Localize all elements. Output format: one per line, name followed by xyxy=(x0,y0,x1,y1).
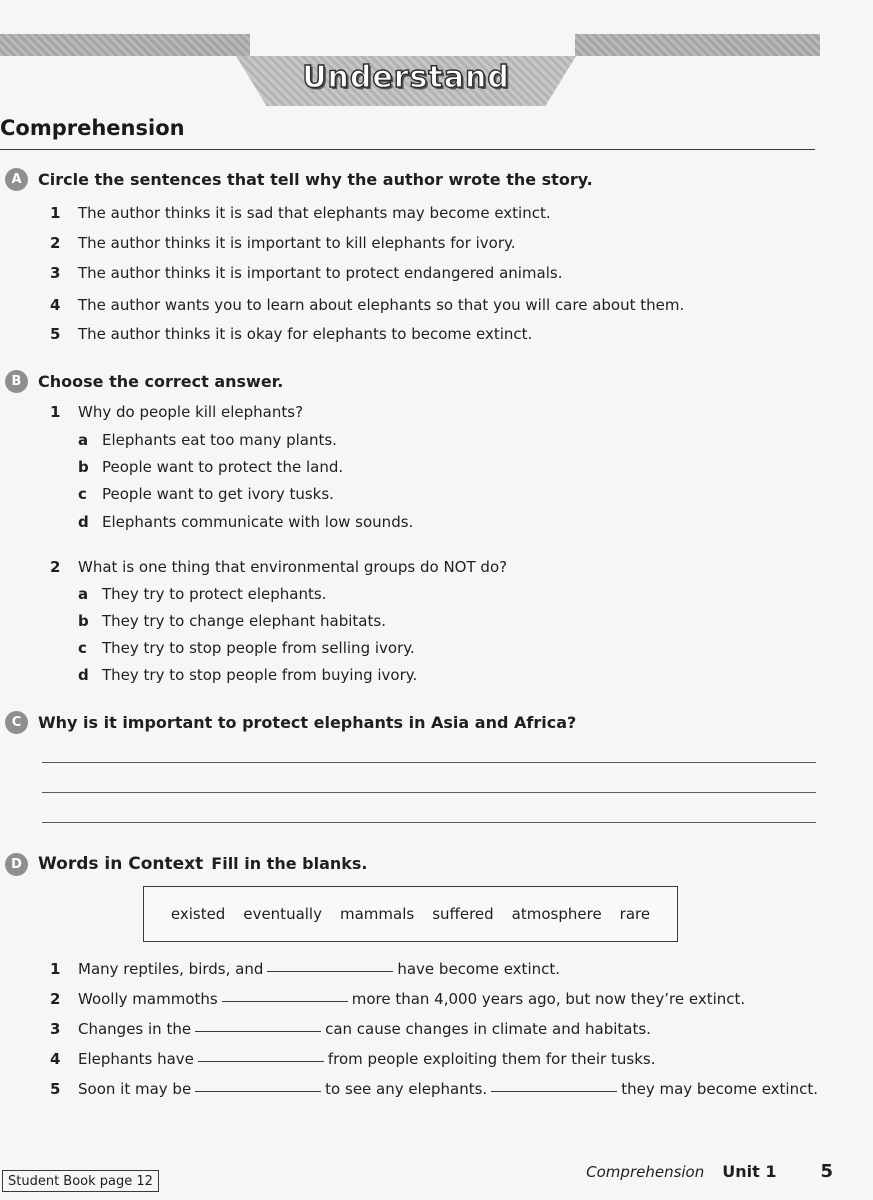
activity-c-header xyxy=(0,710,576,734)
activity-c-instruction: Why is it important to protect elephants in Asia and Africa? xyxy=(38,712,577,732)
word-bank xyxy=(143,886,678,942)
activity-d-instruction: Fill in the blanks. xyxy=(211,854,368,873)
question-1-option-c[interactable]: c People want to get ivory tusks. xyxy=(78,485,334,503)
question-2-option-d[interactable]: d They try to stop people from buying ivory. xyxy=(78,666,418,684)
blank-line[interactable] xyxy=(222,1001,348,1002)
activity-b-header xyxy=(0,369,283,393)
blank-line[interactable] xyxy=(198,1061,324,1062)
activity-a-item[interactable]: 2 The author thinks it is important to kill elephants for ivory. xyxy=(50,234,516,252)
banner-stripe-right xyxy=(575,34,820,56)
activity-a-item[interactable]: 5 The author thinks it is okay for elephants to become extinct. xyxy=(50,325,533,343)
blank-line[interactable] xyxy=(491,1091,617,1092)
word-bank-word: mammals xyxy=(339,905,415,923)
word-bank-word: existed xyxy=(170,905,226,923)
activity-d-badge: D xyxy=(5,853,28,876)
activity-d-header xyxy=(0,852,368,876)
activity-b-instruction: Choose the correct answer. xyxy=(38,371,284,391)
question-2-option-a[interactable]: a They try to protect elephants. xyxy=(78,585,327,603)
word-bank-word: suffered xyxy=(432,905,494,923)
blank-line[interactable] xyxy=(267,971,393,972)
fill-blank-item: 3 Changes in the can cause changes in climate and habitats. xyxy=(50,1020,651,1038)
question-1-option-d[interactable]: d Elephants communicate with low sounds. xyxy=(78,513,414,531)
fill-blank-item: 4 Elephants have from people exploiting them for their tusks. xyxy=(50,1050,656,1068)
blank-line[interactable] xyxy=(195,1031,321,1032)
fill-blank-item: 5 Soon it may be to see any elephants. they may become extinct. xyxy=(50,1080,818,1098)
banner-title: Understand xyxy=(302,60,510,95)
question-2: 2 What is one thing that environmental groups do NOT do? xyxy=(50,558,508,576)
blank-line[interactable] xyxy=(195,1091,321,1092)
section-divider xyxy=(0,149,815,150)
activity-a-header xyxy=(0,167,593,191)
page-number: 5 xyxy=(820,1161,833,1182)
footer-section: Comprehension xyxy=(586,1163,705,1181)
activity-a-item[interactable]: 1 The author thinks it is sad that elephants may become extinct. xyxy=(50,204,551,222)
section-title: Comprehension xyxy=(0,116,185,140)
activity-a-badge: A xyxy=(5,168,28,191)
question-2-option-b[interactable]: b They try to change elephant habitats. xyxy=(78,612,386,630)
activity-b-badge: B xyxy=(5,370,28,393)
fill-blank-item: 2 Woolly mammoths more than 4,000 years ago, but now they’re extinct. xyxy=(50,990,746,1008)
answer-line[interactable] xyxy=(42,792,816,793)
words-in-context-label: Words in Context xyxy=(38,854,204,874)
activity-a-item[interactable]: 3 The author thinks it is important to protect endangered animals. xyxy=(50,264,563,282)
fill-blank-item: 1 Many reptiles, birds, and have become extinct. xyxy=(50,960,561,978)
question-2-option-c[interactable]: c They try to stop people from selling ivory. xyxy=(78,639,415,657)
word-bank-word: rare xyxy=(619,905,651,923)
word-bank-word: eventually xyxy=(243,905,322,923)
banner-stripe-left xyxy=(0,34,250,56)
answer-line[interactable] xyxy=(42,762,816,763)
footer-unit: Unit 1 xyxy=(722,1162,777,1181)
activity-a-instruction: Circle the sentences that tell why the author wrote the story. xyxy=(38,169,593,189)
page-footer xyxy=(586,1161,833,1182)
question-1: 1 Why do people kill elephants? xyxy=(50,403,304,421)
student-book-reference: Student Book page 12 xyxy=(2,1170,159,1192)
answer-line[interactable] xyxy=(42,822,816,823)
activity-c-badge: C xyxy=(5,711,28,734)
activity-a-item[interactable]: 4 The author wants you to learn about elephants so that you will care about them. xyxy=(50,296,685,314)
word-bank-word: atmosphere xyxy=(511,905,602,923)
question-1-option-b[interactable]: b People want to protect the land. xyxy=(78,458,344,476)
question-1-option-a[interactable]: a Elephants eat too many plants. xyxy=(78,431,337,449)
